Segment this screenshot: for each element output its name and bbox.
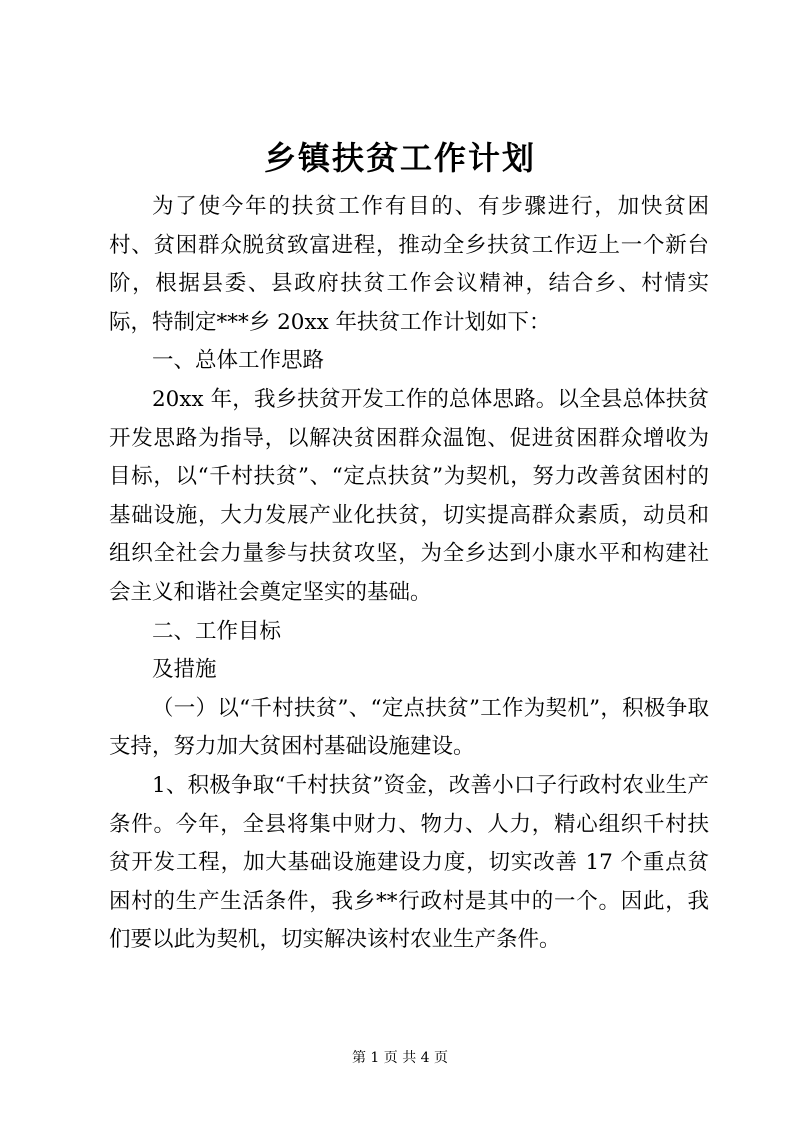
subsection-heading-1: （一）以“千村扶贫”、“定点扶贫”工作为契机”，积极争取支持，努力加大贫困村基础设施建设。 <box>109 695 709 760</box>
item-1-paragraph: 1、积极争取“千村扶贫”资金，改善小口子行政村农业生产条件。今年，全县将集中财力、物力、人力，精心组织千村扶贫开发工程，加大基础设施建设力度，切实改善 17 个重点贫困村的生产生活条件，我乡**行政村是其中的一个。因此，我们要以此为契机，切实解决该村农业生产条件。 <box>109 772 709 953</box>
overall-approach-paragraph: 20xx 年，我乡扶贫开发工作的总体思路。以全县总体扶贫开发思路为指导，以解决贫困群众温饱、促进贫困群众增收为目标，以“千村扶贫”、“定点扶贫”为契机，努力改善贫困村的基础设施，大力发展产业化扶贫，切实提高群众素质，动员和组织全社会力量参与扶贫攻坚，为全乡达到小康水平和构建社会主义和谐社会奠定坚实的基础。 <box>109 386 709 605</box>
intro-paragraph: 为了使今年的扶贫工作有目的、有步骤进行，加快贫困村、贫困群众脱贫致富进程，推动全乡扶贫工作迈上一个新台阶，根据县委、县政府扶贫工作会议精神，结合乡、村情实际，特制定***乡 20xx 年扶贫工作计划如下： <box>109 194 709 335</box>
section-heading-2: 二、工作目标 <box>152 618 282 644</box>
document-body <box>109 188 709 960</box>
section-heading-2-continued: 及措施 <box>152 657 217 683</box>
document-title: 乡镇扶贫工作计划 <box>263 139 536 177</box>
section-heading-1: 一、总体工作思路 <box>152 348 325 374</box>
page-footer: 第 1 页 共 4 页 <box>351 1050 449 1066</box>
